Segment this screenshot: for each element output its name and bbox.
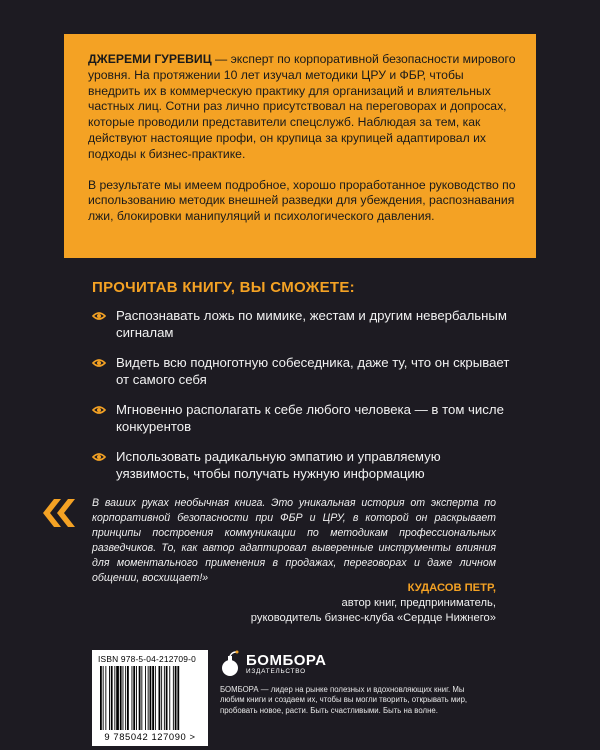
barcode-bars	[98, 666, 202, 730]
barcode-bar	[159, 666, 161, 730]
barcode-bar	[105, 666, 106, 730]
barcode-bar	[114, 666, 115, 730]
barcode-bar	[150, 666, 152, 730]
skills-list	[92, 308, 512, 496]
barcode-bar	[145, 666, 146, 730]
eye-icon	[92, 311, 106, 321]
barcode-bar	[139, 666, 141, 730]
barcode-bar	[152, 666, 154, 730]
barcode-bar	[155, 666, 156, 730]
skills-heading: ПРОЧИТАВ КНИГУ, ВЫ СМОЖЕТЕ:	[92, 279, 355, 296]
bomb-logo-icon	[220, 650, 240, 678]
barcode-bar	[173, 666, 174, 730]
reviewer-signature	[251, 581, 496, 626]
reviewer-title: автор книг, предприниматель,	[341, 597, 496, 609]
publisher-description: БОМБОРА — лидер на рынке полезных и вдохновляющих книг. Мы любим книги и создаем их, чтобы вы могли творить, открывать мир, пробовать новое, расти. Быть счастливыми. Быть на волне.	[220, 685, 468, 715]
barcode-bar	[164, 666, 165, 730]
barcode-bar	[111, 666, 113, 730]
barcode-bar	[177, 666, 179, 730]
eye-icon	[92, 405, 106, 415]
quote-mark-icon	[42, 498, 76, 528]
barcode-bar	[100, 666, 102, 730]
barcode-bar	[175, 666, 177, 730]
publisher-logo	[220, 650, 400, 678]
barcode-bar	[116, 666, 119, 730]
skill-text: Использовать радикальную эмпатию и управляемую уязвимость, чтобы получать нужную информацию	[116, 449, 441, 481]
reviewer-name: КУДАСОВ ПЕТР,	[407, 582, 496, 594]
barcode-bar	[109, 666, 110, 730]
isbn-text: ISBN 978-5-04-212709-0	[98, 654, 196, 664]
eye-icon	[92, 358, 106, 368]
barcode-bar	[148, 666, 149, 730]
list-item	[92, 449, 512, 496]
barcode-bar	[141, 666, 142, 730]
barcode-number: 9 785042 127090 >	[104, 731, 196, 742]
publisher-subtitle: ИЗДАТЕЛЬСТВО	[246, 668, 306, 675]
author-bio: — эксперт по корпоративной безопасности мирового уровня. На протяжении 10 лет изучал методики ЦРУ и ФБР, чтобы внедрить их в коммерческую практику для организаций и влиятельных частных лиц. Сотни раз лично присутствовал на переговорах и допросах, которые проводили представители спецслужб. Наблюдая за тем, как действуют настоящие профи, он крупица за крупицей адаптировал их подходы к бизнес-практике.	[88, 52, 516, 161]
barcode-bar	[120, 666, 122, 730]
list-item	[92, 308, 512, 355]
barcode-box	[92, 650, 208, 746]
reviewer-title-2: руководитель бизнес-клуба «Сердце Нижнего»	[250, 612, 496, 624]
publisher-block	[220, 650, 468, 716]
skill-text: Видеть всю подноготную собеседника, даже ту, что он скрывает от самого себя	[116, 355, 510, 387]
list-item	[92, 402, 512, 449]
barcode-bar	[132, 666, 133, 730]
skill-text: Распознавать ложь по мимике, жестам и другим невербальным сигналам	[116, 308, 507, 340]
book-summary: В результате мы имеем подробное, хорошо проработанное руководство по использованию методик внешней разведки для убеждения, распознавания лжи, блокировки манипуляций и психологического давления.	[88, 177, 516, 224]
skill-text: Мгновенно располагать к себе любого человека — в том числе конкурентов	[116, 402, 504, 434]
barcode-bar	[123, 666, 124, 730]
barcode-bar	[169, 666, 170, 730]
barcode-bar	[125, 666, 126, 730]
eye-icon	[92, 452, 106, 462]
barcode-bar	[133, 666, 135, 730]
review-quote: В ваших руках необычная книга. Это уникальная история от эксперта по корпоративной безопасности при ФБР и ЦРУ, в которой он раскрывает принципы построения коммуникации по методикам профессиональных разведчиков. То, как автор адаптировал выверенные инструменты влияния для моментального применения в продажах, переговорах и даже личном общении, восхищает!»	[92, 497, 496, 584]
barcode-bar	[166, 666, 168, 730]
author-paragraph	[88, 52, 518, 163]
publisher-name: БОМБОРА	[246, 652, 327, 669]
author-info-box	[64, 34, 536, 258]
barcode-bar	[103, 666, 104, 730]
barcode-bar	[161, 666, 162, 730]
barcode-bar	[136, 666, 137, 730]
barcode-bar	[127, 666, 129, 730]
author-name: ДЖЕРЕМИ ГУРЕВИЦ	[88, 52, 212, 66]
list-item	[92, 355, 512, 402]
